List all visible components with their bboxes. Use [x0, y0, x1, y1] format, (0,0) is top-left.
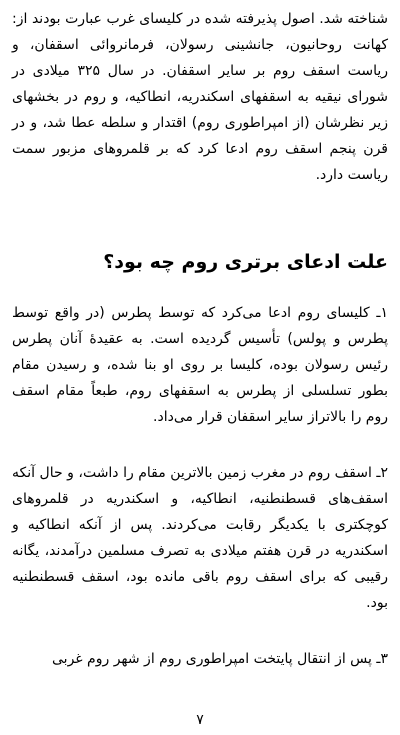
section-heading: علت ادعای برتری روم چه بود؟	[103, 251, 388, 273]
point-paragraph-2: ۲ـ اسقف روم در مغرب زمین بالاترین مقام را داشت، و حال آنکه اسقف‌های قسطنطنیه، انطاکیه، و اسکندریه در قلمروهای کوچکتری با یکدیگر رقابت می‌کردند. پس از آنکه انطاکیه و اسکندریه در قرن هفتم میلادی به تصرف مسلمین درآمدند، یگانه رقیبی که برای اسقف روم باقی مانده بود، اسقف قسطنطنیه بود.	[12, 465, 388, 611]
point-paragraph-1: ۱ـ کلیسای روم ادعا می‌کرد که توسط پطرس (در واقع توسط پطرس و پولس) تأسیس گردیده است. به عقیدهٔ آنان پطرس رئیس رسولان بوده، کلیسا بر روی او بنا شده، و رسیدن مقام بطور تسلسلی از پطرس به اسقفهای روم، طبعاً مقام اسقف روم را بالاتراز سایر اسقفان قرار می‌داد.	[12, 305, 388, 425]
intro-paragraph: شناخته شد. اصول پذیرفته شده در کلیسای غرب عبارت بودند از: کهانت روحانیون، جانشینی رسولان، فرمانروائی اسقفان، و ریاست اسقف روم بر سایر اسقفان. در سال ۳۲۵ میلادی در شورای نیقیه به اسقفهای اسکندریه، انطاکیه، و روم در بخشهای زیر نظرشان (از امپراطوری روم) اقتدار و سلطه عطا شد، و در قرن پنجم اسقف روم ادعا کرد که بر قلمروهای مزبور سمت ریاست دارد.	[12, 11, 388, 183]
point-paragraph-3: ۳ـ پس از انتقال پایتخت امپراطوری روم از شهر روم غربی	[52, 651, 388, 667]
page-number: ۷	[196, 712, 204, 728]
